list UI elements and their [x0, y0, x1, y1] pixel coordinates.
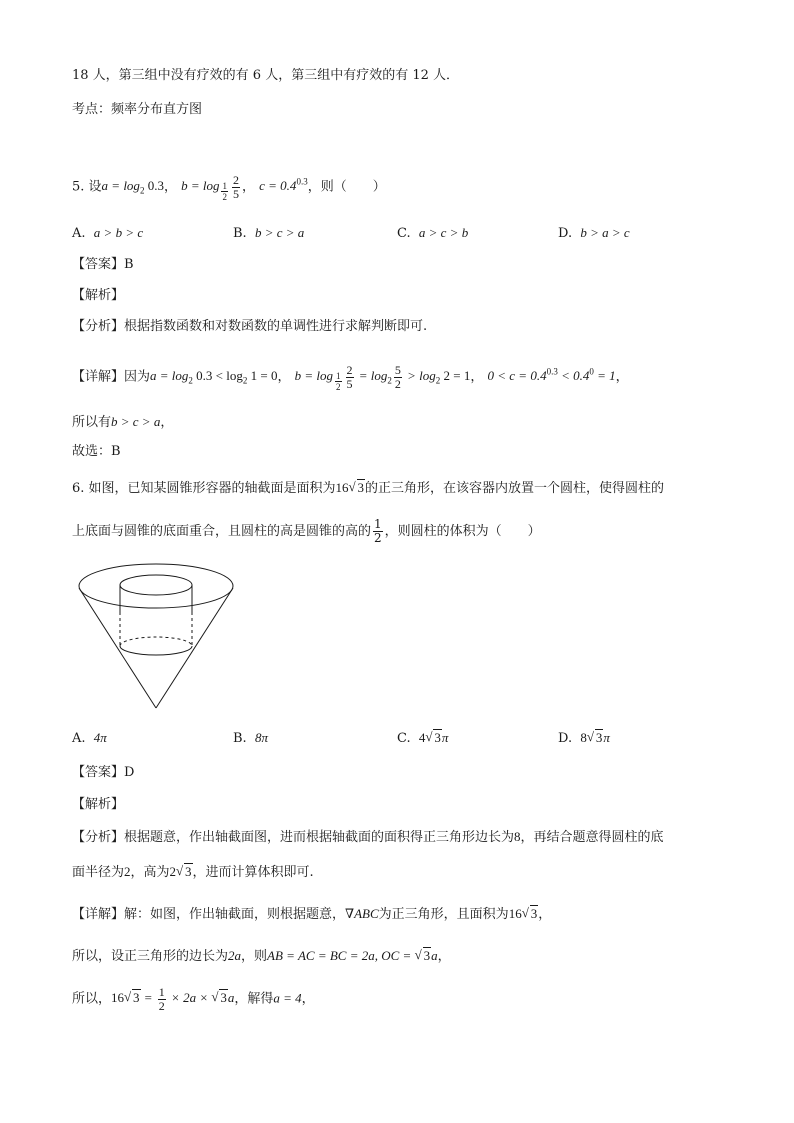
jiexi-6: 【解析】	[72, 797, 125, 812]
question-6-line2: 上底面与圆锥的底面重合，且圆柱的高是圆锥的高的 $\frac{1}{2}$ ，则圆柱的体积为（ ）	[72, 517, 541, 545]
cone-top-ellipse	[79, 564, 233, 608]
cylinder-bottom-front	[120, 646, 192, 655]
text-line: 18 人，第三组中没有疗效的有 6 人，第三组中有疗效的有 12 人．	[72, 68, 460, 83]
xiangjie-6-line2: 所以，设正三角形的边长为2a，则AB = AC = BC = 2a, OC = √ 3a，	[72, 946, 451, 967]
cone-side-right	[156, 588, 233, 708]
fenxi-6-line1: 【分析】根据题意，作出轴截面图，进而根据轴截面的面积得正三角形边长为8，再结合题意得圆柱的底	[72, 829, 664, 845]
answer-5: 【答案】B	[72, 257, 134, 272]
cone-cylinder-figure	[70, 560, 240, 715]
question-6-line1: 6. 如图，已知某圆锥形容器的轴截面是面积为16√ 3的正三角形，在该容器内放置一个圆柱，使得圆柱的	[72, 478, 664, 499]
jiexi-5: 【解析】	[72, 288, 125, 303]
xiangjie-5: 【详解】因为$a = \log_2 0.3 < \log_2 1 = 0$， b = log $\frac{1}{2}$ $\frac{2}{5}$ = $\log_2$ $\frac{5}{2}$ > $\log_2 2 = 1$， $0 < c = 0.4^{0.3} < 0.4^0 = 1$，	[72, 362, 629, 393]
q5-option-b: B. b > c > a	[233, 225, 305, 241]
suoyi-5: 所以有b > c > a，	[72, 414, 174, 430]
cylinder-bottom-back	[120, 637, 192, 646]
text-line: 考点：频率分布直方图	[72, 102, 203, 117]
fenxi-6-line2: 面半径为2，高为2√ 3，进而计算体积即可.	[72, 862, 314, 883]
q6-option-d: D. 8√ 3π	[558, 728, 610, 749]
q5-option-d: D. b > a > c	[558, 225, 630, 241]
xiangjie-6: 【详解】解：如图，作出轴截面，则根据题意，∇ABC为正三角形，且面积为16√ 3，	[72, 904, 551, 925]
answer-6: 【答案】D	[72, 765, 135, 780]
q5-a-expr: $a = \log_2 0.3$	[101, 178, 164, 196]
q5-option-a: A. a > b > c	[72, 225, 144, 241]
guxuan-5: 故选：B	[72, 444, 121, 459]
q6-option-a: A. 4π	[72, 730, 107, 746]
xiangjie-6-line3: 所以，16√ 3 = $\frac{1}{2}$ × 2a × √ 3a，解得a = 4，	[72, 986, 315, 1013]
q5-c-expr: $c = 0.4^{0.3}$	[259, 177, 308, 194]
q5-prefix: 5. 设	[72, 179, 102, 195]
cone-side-left	[79, 588, 156, 708]
fenxi-5: 【分析】根据指数函数和对数函数的单调性进行求解判断即可.	[72, 319, 428, 334]
question-5: 5. 设$a = \log_2 0.3$， b = log $\frac{1}{2}$ $\frac{2}{5}$ ， $c = 0.4^{0.3}$，则（ ）	[72, 172, 386, 203]
q6-option-b: B. 8π	[233, 730, 268, 746]
q5-option-c: C. a > c > b	[397, 225, 469, 241]
q5-b-expr: b = log $\frac{1}{2}$ $\frac{2}{5}$	[181, 172, 239, 203]
cylinder-top-ellipse	[120, 575, 192, 595]
q6-option-c: C. 4√ 3π	[397, 728, 448, 749]
